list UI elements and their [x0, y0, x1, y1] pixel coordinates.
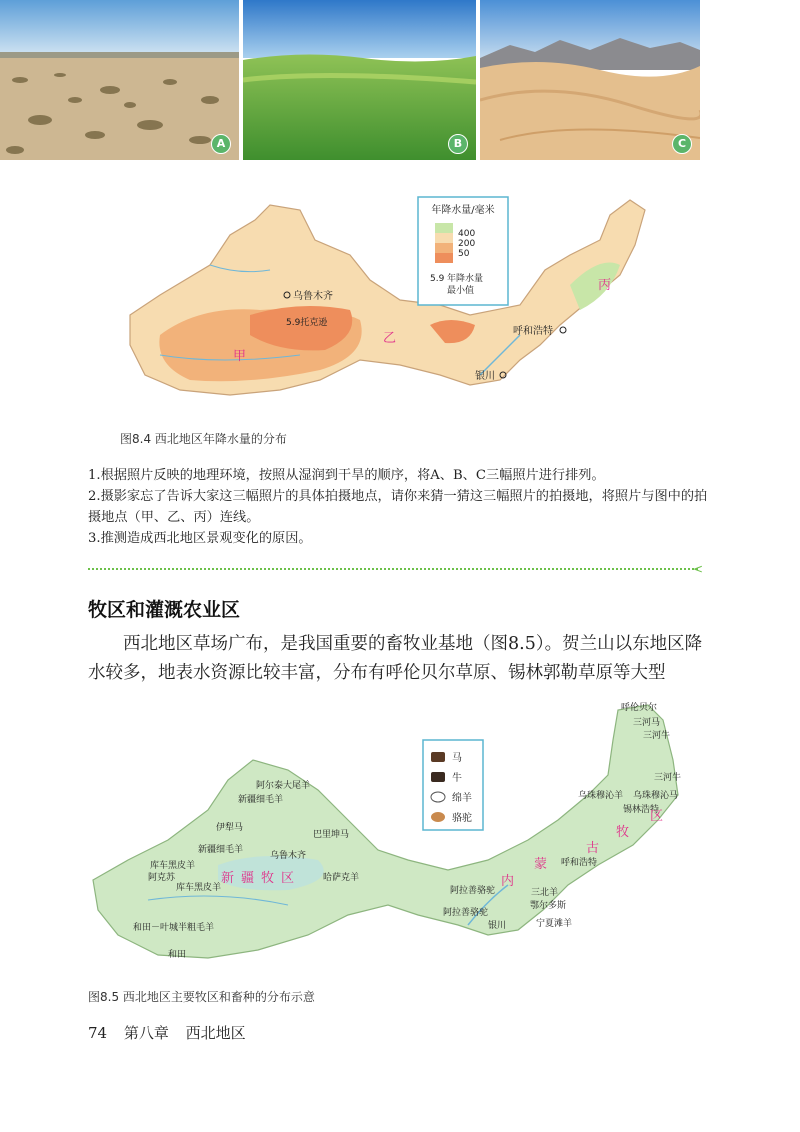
- breed-label: 库车黑皮羊: [176, 883, 222, 893]
- breed-label: 乌珠穆沁马: [633, 791, 679, 801]
- city-label: 5.9托克逊: [286, 318, 328, 328]
- pastoral-region-char: 牧: [616, 825, 630, 840]
- precipitation-map: [100, 185, 680, 405]
- legend-item: 骆驼: [452, 813, 472, 824]
- legend-level: 400: [458, 229, 476, 239]
- section-heading: 牧区和灌溉农业区: [88, 599, 241, 621]
- chapter-label: 第八章: [123, 1024, 169, 1042]
- pastoral-region-char: 蒙: [534, 857, 548, 872]
- photo-badge: B: [448, 134, 468, 154]
- breed-label: 三河马: [633, 718, 661, 728]
- breed-label: 新疆细毛羊: [198, 845, 244, 855]
- city-label: 呼和浩特: [513, 326, 553, 337]
- pastoral-region-char: 内: [501, 874, 515, 889]
- place-label: 和田: [168, 950, 187, 960]
- pastoral-region-char: 区: [650, 809, 664, 824]
- place-label: 鄂尔多斯: [530, 901, 567, 911]
- pastoral-region-char: 牧: [261, 871, 275, 886]
- place-label: 阿克苏: [148, 873, 176, 883]
- questions: [88, 465, 718, 549]
- photo-badge: A: [211, 134, 231, 154]
- legend-level: 50: [458, 249, 470, 259]
- region-label-jia: 甲: [233, 349, 247, 364]
- city-marker-icon: [560, 327, 566, 333]
- place-label: 呼和浩特: [561, 858, 598, 868]
- map-outline: [93, 705, 678, 958]
- region-label-yi: 乙: [383, 331, 397, 346]
- place-label: 锡林浩特: [623, 805, 660, 815]
- breed-label: 乌珠穆沁羊: [578, 791, 624, 801]
- place-label: 乌鲁木齐: [270, 851, 307, 861]
- legend-title: 年降水量/毫米: [431, 205, 495, 216]
- question-3: 3.推测造成西北地区景观变化的原因。: [88, 531, 312, 546]
- page-number: 74: [88, 1024, 108, 1042]
- pastoral-region-char: 区: [281, 871, 295, 886]
- breed-label: 宁夏滩羊: [536, 919, 573, 929]
- legend-min-value: 5.9: [430, 274, 445, 284]
- legend-item: 牛: [452, 773, 462, 784]
- sheep-icon: [431, 792, 445, 802]
- legend-item: 马: [452, 753, 462, 764]
- question-1: 1.根据照片反映的地理环境，按照从湿润到干旱的顺序，将A、B、C三幅照片进行排列。: [88, 468, 605, 483]
- legend-level: 200: [458, 239, 476, 249]
- breed-label: 三北羊: [531, 888, 559, 898]
- region-label-bing: 丙: [598, 278, 612, 293]
- legend-min-label: 年降水量: [447, 274, 484, 284]
- breed-label: 三河牛: [654, 773, 682, 783]
- figure-caption: 图8.5 西北地区主要牧区和畜种的分布示意: [88, 990, 315, 1004]
- city-label: 银川: [475, 371, 495, 382]
- divider-arrow-icon: <: [693, 562, 704, 576]
- section-body: [88, 630, 708, 688]
- cattle-icon: [431, 772, 445, 782]
- precipitation-legend: [418, 197, 508, 305]
- photo-b-grassland: [243, 0, 476, 160]
- livestock-legend: [423, 740, 483, 830]
- question-2: 2.摄影家忘了告诉大家这三幅照片的具体拍摄地点，请你来猜一猜这三幅照片的拍摄地，将照片与图中的拍摄地点（甲、乙、丙）连线。: [88, 489, 708, 525]
- breed-label: 哈萨克羊: [323, 873, 360, 883]
- section-divider: [88, 568, 698, 570]
- pastoral-region-char: 新: [221, 871, 235, 886]
- photo-badge: C: [672, 134, 692, 154]
- breed-label: 伊犁马: [216, 823, 244, 833]
- photo-a-desert-steppe: [0, 0, 239, 160]
- breed-label: 巴里坤马: [313, 830, 350, 840]
- figure-caption: 图8.4 西北地区年降水量的分布: [120, 432, 287, 446]
- breed-label: 库车黑皮羊: [150, 861, 196, 871]
- place-label: 呼伦贝尔: [621, 703, 658, 713]
- legend-item: 绵羊: [452, 793, 472, 804]
- camel-icon: [431, 812, 445, 822]
- pastoral-region-char: 疆: [241, 871, 255, 886]
- city-label: 乌鲁木齐: [293, 291, 333, 302]
- pastoral-map: [88, 700, 700, 970]
- breed-label: 阿尔泰大尾羊: [256, 781, 311, 791]
- breed-label: 三河牛: [643, 731, 671, 741]
- page-footer: [88, 1022, 258, 1043]
- photo-c-sand-dunes: [480, 0, 700, 160]
- section-paragraph: 西北地区草场广布，是我国重要的畜牧业基地（图8.5）。贺兰山以东地区降水较多，地表水资源比较丰富，分布有呼伦贝尔草原、锡林郭勒草原等大型: [88, 634, 703, 683]
- chapter-title: 西北地区: [185, 1024, 246, 1042]
- breed-label: 和田－叶城半粗毛羊: [133, 923, 215, 933]
- breed-label: 阿拉善骆驼: [450, 886, 496, 896]
- pastoral-region-char: 古: [586, 841, 600, 856]
- place-label: 银川: [488, 921, 507, 931]
- breed-label: 阿拉善骆驼: [443, 908, 489, 918]
- breed-label: 新疆细毛羊: [238, 795, 284, 805]
- horse-icon: [431, 752, 445, 762]
- legend-min-label: 最小值: [447, 286, 475, 296]
